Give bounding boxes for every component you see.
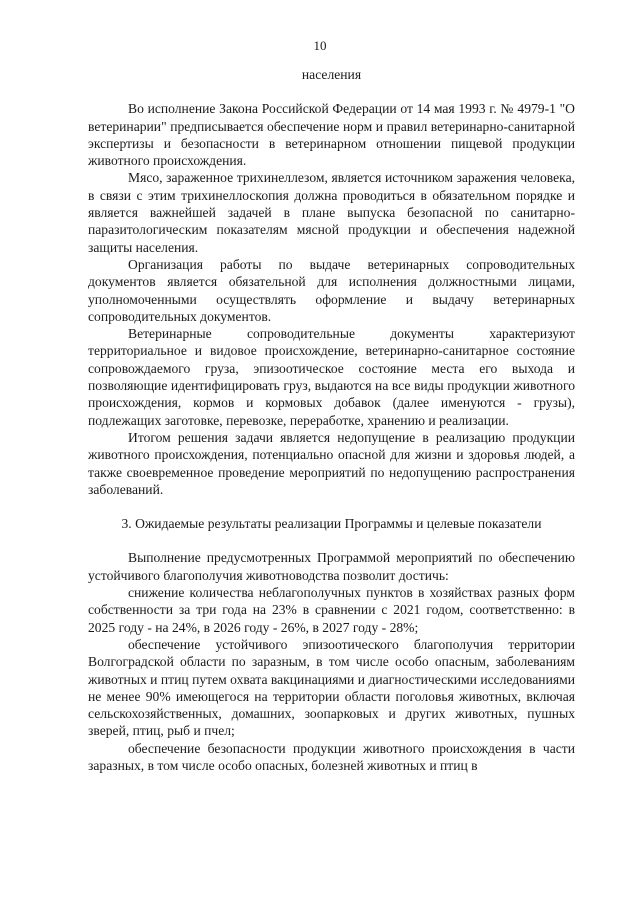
continuation-line: населения (301, 67, 362, 82)
page-number: 10 (313, 38, 327, 53)
paragraph-reduction-target: снижение количества неблагополучных пунктов в хозяйствах разных форм собственности за три года на 23% в сравнении с 2021 годом, соответственно: в 2025 году - на 24%, в 2026 году - 26%, в 2027 году - 28%; (88, 585, 575, 635)
paragraph-outcome: Итогом решения задачи является недопущение в реализацию продукции животного происхождения, потенциально опасной для жизни и здоровья людей, а также своевременное проведение мероприятий по недопущению распространения заболеваний. (88, 429, 575, 497)
paragraph-product-safety: обеспечение безопасности продукции животного происхождения в части заразных, в том числе особо опасных, болезней животных и птиц в (88, 740, 575, 773)
paragraph-documents-characteristics: Ветеринарные сопроводительные документы характеризуют территориальное и видовое происхождение, ветеринарно-санитарное состояние сопровождаемого груза, эпизоотическое состояние места его выхода и позволяющие идентифицировать груз, выдаются на все виды продукции животного происхождения, кормов и кормовых добавок (далее именуются - грузы), подлежащих заготовке, перевозке, переработке, хранению и реализации. (88, 326, 575, 428)
page-content (88, 66, 575, 774)
section-heading: 3. Ожидаемые результаты реализации Программы и целевые показатели (121, 516, 542, 532)
paragraph-documents-organization: Организация работы по выдаче ветеринарных сопроводительных документов является обязательной для исполнения должностными лицами, уполномоченными осуществлять оформление и выдачу ветеринарных сопроводительных документов. (88, 256, 575, 324)
paragraph-epizootic-wellbeing: обеспечение устойчивого эпизоотического благополучия территории Волгоградской области по заразным, в том числе особо опасным, заболеваниям животных и птиц путем охвата вакцинациями и диагностическими исследованиями не менее 90% имеющегося на территории области поголовья животных, включая сельскохозяйственных, домашних, зоопарковых и других животных, пушных зверей, птиц, рыб и пчел; (88, 636, 575, 739)
paragraph-trichinella: Мясо, зараженное трихинеллезом, является источником заражения человека, в связи с этим трихинеллоскопия должна проводиться в обязательном порядке и является важнейшей задачей в плане выпуска безопасной по санитарно-паразитологическим показателям мясной продукции и обеспечения надежной защиты населения. (88, 170, 575, 255)
paragraph-law-reference: Во исполнение Закона Российской Федерации от 14 мая 1993 г. № 4979-1 "О ветеринарии" предписывается обеспечение норм и правил ветеринарно-санитарной экспертизы и безопасности в ветеринарном отношении пищевой продукции животного происхождения. (88, 101, 575, 169)
paragraph-program-intro: Выполнение предусмотренных Программой мероприятий по обеспечению устойчивого благополучия животноводства позволит достичь: (88, 550, 575, 583)
